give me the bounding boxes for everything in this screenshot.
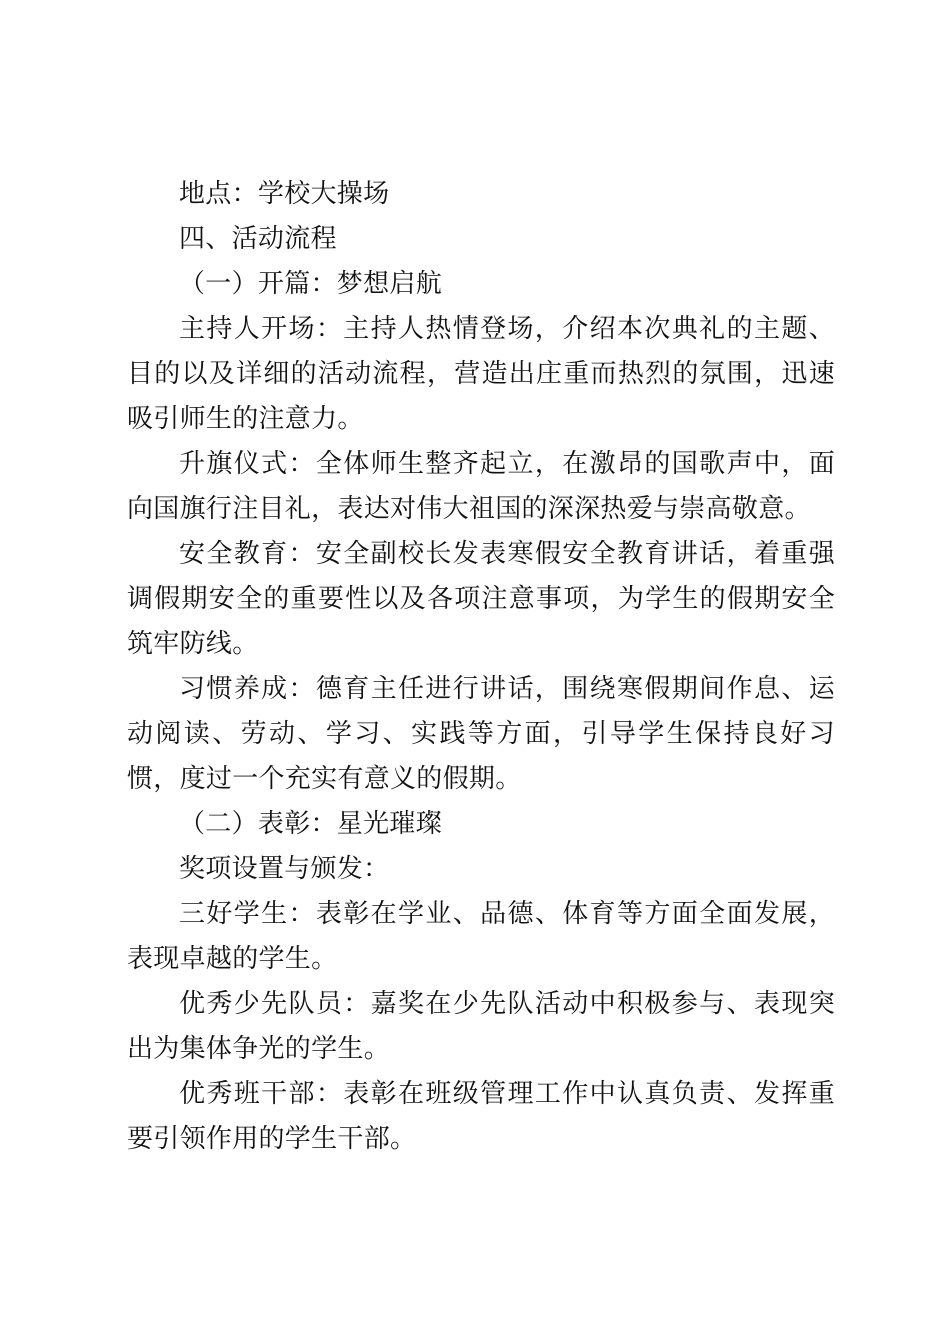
subheading-opening: （一）开篇：梦想启航 xyxy=(179,269,443,299)
document-body xyxy=(127,172,835,1162)
paragraph-merit-students: 三好学生：表彰在学业、品德、体育等方面全面发展，表现卓越的学生。 xyxy=(127,899,835,974)
subheading-commendation: （二）表彰：星光璀璨 xyxy=(179,809,443,839)
paragraph-host-opening: 主持人开场：主持人热情登场，介绍本次典礼的主题、目的以及详细的活动流程，营造出庄重而热烈的氛围，迅速吸引师生的注意力。 xyxy=(127,314,835,434)
paragraph-class-cadres: 优秀班干部：表彰在班级管理工作中认真负责、发挥重要引领作用的学生干部。 xyxy=(127,1079,835,1154)
paragraph-young-pioneers: 优秀少先队员：嘉奖在少先队活动中积极参与、表现突出为集体争光的学生。 xyxy=(127,989,835,1064)
paragraph-safety-education: 安全教育：安全副校长发表寒假安全教育讲话，着重强调假期安全的重要性以及各项注意事项，为学生的假期安全筑牢防线。 xyxy=(127,539,835,659)
paragraph-flag-ceremony: 升旗仪式：全体师生整齐起立，在激昂的国歌声中，面向国旗行注目礼，表达对伟大祖国的深深热爱与崇高敬意。 xyxy=(127,449,835,524)
paragraph-habit-building: 习惯养成：德育主任进行讲话，围绕寒假期间作息、运动阅读、劳动、学习、实践等方面，引导学生保持良好习惯，度过一个充实有意义的假期。 xyxy=(127,674,835,794)
paragraph-awards-setup: 奖项设置与颁发： xyxy=(179,854,390,884)
heading-activity-process: 四、活动流程 xyxy=(179,224,337,254)
paragraph-location: 地点：学校大操场 xyxy=(179,179,390,209)
